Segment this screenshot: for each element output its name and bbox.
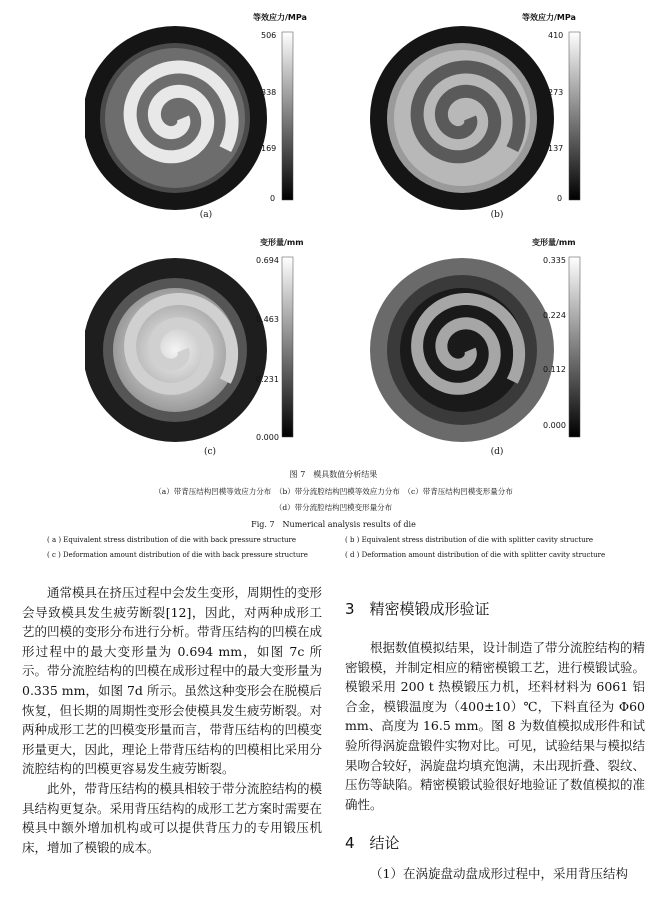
right-column-body-2 [345,864,645,884]
section-heading-4: 4 结论 [345,834,400,852]
colorbar-tick: 410 [548,31,564,40]
colorbar-tick: 0 [557,194,563,203]
paragraph: 通常模具在挤压过程中会发生变形，周期性的变形会导致模具发生疲劳断裂[12]，因此，对两种成形工艺的凹模的变形分布进行分析。带背压结构的凹模在成形过程中的最大变形量为 0.694 mm，如图 7c 所示。带分流腔结构的凹模在成形过程中的最大变形量为 0.335 mm，如图 7d 所示。虽然这种变形会在脱模后恢复，但长期的周期性变形会使模具发生疲劳断裂。对两种成形工艺的凹模变形量而言，带背压结构的凹模变形量更大，因此，理论上带背压结构的凹模相比采用分流腔结构的凹模更容易发生疲劳断裂。 [22,585,323,777]
colorbar-tick: 506 [261,31,277,40]
colorbar-tick: 0.224 [543,311,566,320]
colorbar-tick: 0 [270,194,276,203]
left-column [22,583,322,857]
paragraph: 根据数值模拟结果，设计制造了带分流腔结构的精密锻模，并制定相应的精密模锻工艺，进行模锻试验。模锻采用 200 t 热模锻压力机，坯料材料为 6061 铝合金，模锻温度为（400±10）℃，下料直径为 Φ60 mm、高度为 16.5 mm。图 8 为数值模拟成形件和试验所得涡旋盘锻件实物对比。可见，试验结果与模拟结果吻合较好，涡旋盘均填充饱满，未出现折叠、裂纹、压伤等缺陷。精密模锻试验很好地验证了数值模拟的准确性。 [345,640,646,812]
colorbar-tick: 0.231 [256,375,279,384]
colorbar-title: 等效应力/MPa [522,13,576,22]
colorbar-tick: 0.112 [543,365,566,374]
panel-label: (d) [490,447,504,457]
figure-caption-en-b: ( b ) Equivalent stress distribution of die with splitter cavity structure [345,536,594,544]
colorbar-title: 变形量/mm [532,238,576,247]
figure-caption-en-d: ( d ) Deformation amount distribution of die with splitter cavity structure [345,551,606,559]
figure-panel-b [362,10,622,220]
colorbar-tick: 169 [261,144,277,153]
colorbar-tick: 0.335 [543,256,566,265]
deformation-map-c [85,235,345,460]
panel-label: (c) [203,447,217,457]
stress-map-a [85,10,345,220]
figure-caption-en: Fig. 7 Numerical analysis results of die [251,520,416,529]
panel-label: (a) [199,210,213,220]
colorbar-tick: 0.694 [256,256,279,265]
deformation-map-d [362,235,622,460]
colorbar-tick: 338 [261,88,277,97]
colorbar-title: 变形量/mm [260,238,304,247]
colorbar-tick: 0.000 [256,433,279,442]
section-heading-3: 3 精密模锻成形验证 [345,600,490,618]
stress-map-b [362,10,622,220]
figure-panel-c [85,235,345,460]
colorbar-tick: 0.000 [543,421,566,430]
figure-caption-en-a: ( a ) Equivalent stress distribution of die with back pressure structure [47,536,297,544]
colorbar-tick: 0.463 [256,315,279,324]
colorbar-tick: 273 [548,88,564,97]
right-column-body [345,638,645,814]
figure-panel-d [362,235,622,460]
paragraph: 此外，带背压结构的模具相较于带分流腔结构的模具结构更复杂。采用背压结构的成形工艺方案时需要在模具中额外增加机构或可以提供背压力的专用锻压机床，增加了模锻的成本。 [22,780,323,855]
figure-caption-zh: 图 7 模具数值分析结果 [289,470,378,479]
figure-caption-en-c: ( c ) Deformation amount distribution of die with back pressure structure [47,551,308,559]
colorbar-tick: 137 [548,144,564,153]
figure-panel-a [85,10,345,220]
colorbar-title: 等效应力/MPa [253,13,307,22]
figure-caption-zh-sub2: （d）带分流腔结构凹模变形量分布 [274,503,393,512]
paragraph: （1）在涡旋盘动盘成形过程中，采用背压结构 [370,866,628,881]
figure-caption-zh-sub1: （a）带背压结构凹模等效应力分布 （b）带分流腔结构凹模等效应力分布 （c）带背压结构凹模变形量分布 [154,487,513,496]
panel-label: (b) [490,210,504,220]
